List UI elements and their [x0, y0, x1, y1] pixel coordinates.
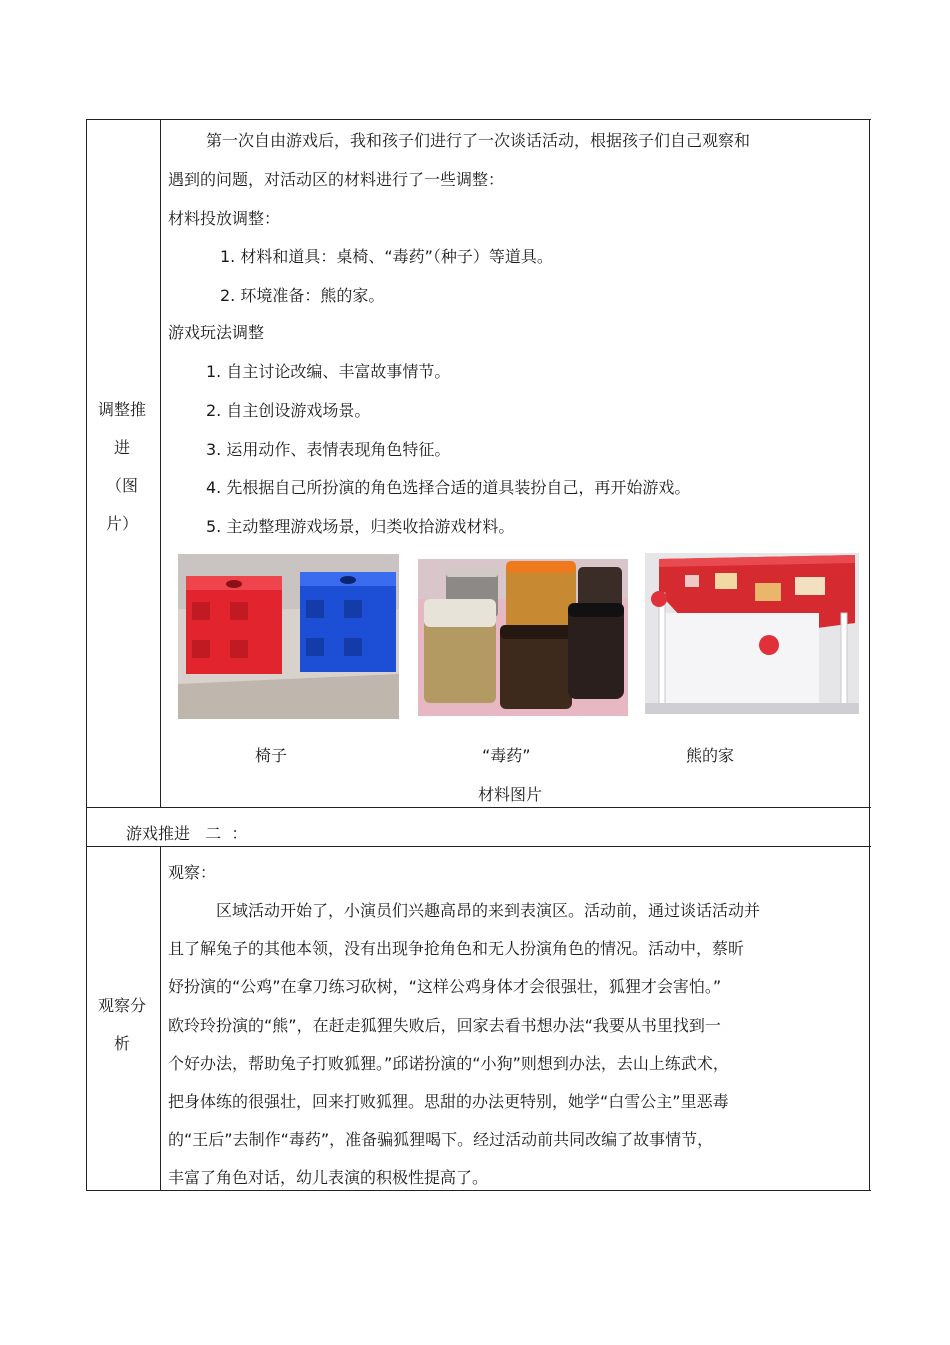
- play-item: 2. 自主创设游戏场景。: [206, 401, 371, 420]
- observation-line: 把身体练的很强壮，回来打败狐狸。思甜的办法更特别，她学“白雪公主”里恶毒: [168, 1092, 729, 1111]
- bear-house-photo: [645, 553, 859, 714]
- play-item: 4. 先根据自己所扮演的角色选择合适的道具装扮自己，再开始游戏。: [206, 478, 691, 497]
- poison-jars-photo: [418, 559, 628, 716]
- section1-label-line: 进: [113, 438, 130, 457]
- section1-label-line: 调整推: [97, 400, 146, 419]
- material-item: 1. 材料和道具：桌椅、“毒药”（种子）等道具。: [220, 247, 553, 266]
- material-heading: 材料投放调整：: [168, 209, 281, 228]
- bear-house-caption: 熊的家: [686, 746, 735, 765]
- play-heading: 游戏玩法调整: [168, 323, 265, 342]
- section3-label: [86, 987, 158, 1063]
- observation-line: 且了解兔子的其他本领，没有出现争抢角色和无人扮演角色的情况。活动中，蔡昕: [168, 939, 745, 958]
- table-top-border: [86, 119, 871, 120]
- section1-label-line: 片）: [105, 514, 138, 533]
- section1-label: [86, 391, 158, 543]
- observation-heading: 观察：: [168, 863, 217, 882]
- poison-caption: “毒药”: [482, 746, 531, 765]
- table-bottom-border: [86, 1190, 871, 1191]
- document-table: [86, 119, 871, 1191]
- material-item: 2. 环境准备：熊的家。: [220, 286, 385, 305]
- photos-title: 材料图片: [478, 785, 543, 804]
- observation-line: 妤扮演的“公鸡”在拿刀练习砍树，“这样公鸡身体才会很强壮，狐狸才会害怕。”: [168, 977, 722, 996]
- observation-line: 的“王后”去制作“毒药”，准备骗狐狸喝下。经过活动前共同改编了故事情节，: [168, 1130, 714, 1149]
- column-divider-upper: [160, 119, 161, 807]
- section1-label-line: （图: [105, 476, 138, 495]
- intro-line: 遇到的问题，对活动区的材料进行了一些调整：: [168, 170, 505, 189]
- play-item: 5. 主动整理游戏场景，归类收拾游戏材料。: [206, 517, 515, 536]
- section2-header: 游戏推进 二 ：: [126, 824, 248, 843]
- row-divider-2: [86, 846, 871, 847]
- observation-line: 个好办法，帮助兔子打败狐狸。”邱诺扮演的“小狗”则想到办法，去山上练武术，: [168, 1054, 729, 1073]
- section3-label-line: 析: [113, 1034, 130, 1053]
- column-divider-lower: [160, 846, 161, 1191]
- observation-line: 区域活动开始了，小演员们兴趣高昂的来到表演区。活动前，通过谈话活动并: [216, 901, 761, 920]
- chair-photo: [178, 554, 399, 719]
- section3-label-line: 观察分: [97, 996, 146, 1015]
- observation-line: 欧玲玲扮演的“熊”，在赶走狐狸失败后，回家去看书想办法“我要从书里找到一: [168, 1016, 721, 1035]
- play-item: 1. 自主讨论改编、丰富故事情节。: [206, 362, 451, 381]
- intro-line: 第一次自由游戏后，我和孩子们进行了一次谈话活动，根据孩子们自己观察和: [206, 131, 751, 150]
- observation-line: 丰富了角色对话，幼儿表演的积极性提高了。: [168, 1168, 489, 1187]
- play-item: 3. 运用动作、表情表现角色特征。: [206, 440, 451, 459]
- row-divider-1: [86, 807, 871, 808]
- chair-caption: 椅子: [255, 746, 288, 765]
- table-right-border: [869, 119, 870, 1191]
